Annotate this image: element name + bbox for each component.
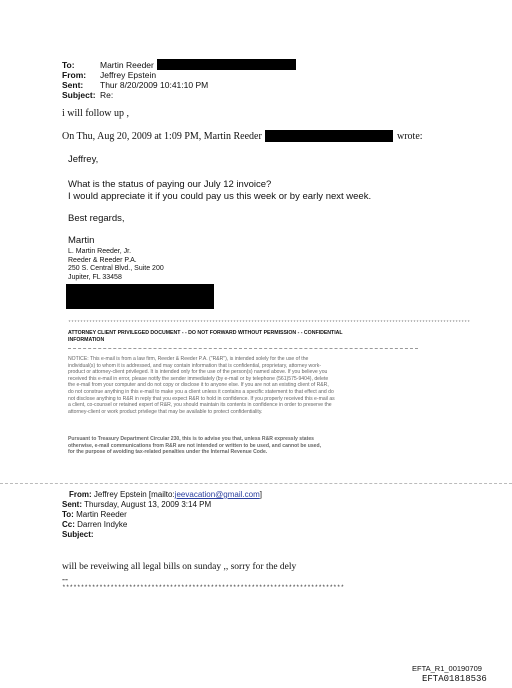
page-divider	[0, 483, 512, 484]
forwarded-header	[62, 490, 262, 540]
pursuant-line: for the purpose of avoiding tax-related penalties under the Internal Revenue Code.	[68, 449, 268, 456]
fwd-subject-row	[62, 530, 262, 540]
sent-value: Thur 8/20/2009 10:41:10 PM	[100, 80, 209, 90]
message-line1: What is the status of paying our July 12 invoice?	[68, 179, 272, 190]
header-subject-row	[62, 90, 208, 100]
fwd-to-row	[62, 510, 262, 520]
notice-line: do not construe anything in this e-mail to make you a client unless it contains a specific statement to that effect and do	[68, 388, 334, 395]
signature-dashes: --	[62, 574, 68, 584]
message-closing: Best regards,	[68, 213, 125, 224]
fwd-to-label: To:	[62, 510, 74, 519]
privileged-line1: ATTORNEY CLIENT PRIVILEGED DOCUMENT - - DO NOT FORWARD WITHOUT PERMISSION - - CONFIDENTIAL	[68, 330, 343, 336]
notice-line: NOTICE: This e-mail is from a law firm, Reeder & Reeder P.A. ("R&R"), is intended solely for the use of the	[68, 356, 309, 362]
redaction-quote-email	[265, 130, 393, 142]
message-line2: I would appreciate it if you could pay us this week or by early next week.	[68, 191, 372, 202]
from-label: From:	[62, 70, 87, 80]
redaction-signature-contact	[66, 284, 214, 309]
signature-line2: Reeder & Reeder P.A.	[68, 256, 137, 264]
signature-line4: Jupiter, FL 33458	[68, 273, 122, 281]
pursuant-line: otherwise, e-mail communications from R&R are not intended or written to be used, and cannot be used,	[68, 442, 322, 449]
signature-line3: 250 S. Central Blvd., Suite 200	[68, 265, 164, 272]
notice-paragraph	[68, 356, 428, 415]
star-separator: **************************************************************************************************************************************	[68, 320, 471, 326]
quote-wrote: wrote:	[397, 131, 423, 142]
signature-line1: L. Martin Reeder, Jr.	[68, 248, 132, 255]
fwd-email-link[interactable]: jeevacation@gmail.com	[174, 490, 260, 499]
bates-stamp-efta: EFTA01818536	[422, 674, 487, 684]
dashed-divider	[68, 348, 418, 349]
from-value: Jeffrey Epstein	[100, 70, 157, 80]
message-name: Martin	[68, 235, 95, 246]
header-from-row	[62, 70, 208, 80]
notice-line: the e-mail from your computer and do not copy or disclose it to anyone else. If you are not an existing client of R&R,	[68, 382, 329, 389]
to-label: To:	[62, 60, 75, 70]
fwd-from-row	[62, 490, 262, 500]
fwd-subject-label: Subject:	[62, 530, 94, 539]
bates-stamp-r1: EFTA_R1_00190709	[412, 664, 482, 673]
fwd-sent-row	[62, 500, 262, 510]
notice-line: a client, co-counsel or retained expert of R&R, you should maintain its contents in confidence in order to preserve the	[68, 402, 332, 409]
fwd-from-value: Jeffrey Epstein [mailto:	[93, 490, 175, 499]
fwd-to-value: Martin Reeder	[76, 510, 127, 519]
pursuant-line: Pursuant to Treasury Department Circular 230, this is to advise you that, unless R&R expressly states	[68, 436, 314, 442]
fwd-sent-value: Thursday, August 13, 2009 3:14 PM	[84, 500, 212, 509]
privileged-line2: INFORMATION	[68, 336, 105, 343]
original-message-text: will be reveiwing all legal bills on sunday ,, sorry for the dely	[62, 562, 297, 572]
fwd-sent-label: Sent:	[62, 500, 82, 509]
header-sent-row	[62, 80, 208, 90]
notice-line: product or attorney-client privileged. It is intended only for the use of the person(s) named above. If you believe you	[68, 369, 328, 376]
subject-value: Re:	[100, 90, 114, 100]
bottom-star-separator: ****************************************************************************	[62, 584, 345, 591]
fwd-from-close: ]	[259, 490, 262, 499]
notice-line: attorney-client or work product privilege that may be available to protect confidentiality.	[68, 408, 263, 415]
to-value: Martin Reeder	[100, 60, 154, 70]
message-greeting: Jeffrey,	[68, 154, 99, 165]
fwd-cc-value: Darren Indyke	[77, 520, 128, 529]
fwd-cc-label: Cc:	[62, 520, 75, 529]
reply-text: i will follow up ,	[62, 108, 129, 119]
fwd-cc-row	[62, 520, 262, 530]
redaction-to-email	[157, 59, 296, 70]
notice-line: received this e-mail in error, please notify the sender immediately (by e-mail or by telephone (561)575-9404), delete	[68, 375, 329, 382]
privileged-banner	[68, 330, 428, 343]
quote-intro: On Thu, Aug 20, 2009 at 1:09 PM, Martin Reeder	[62, 131, 262, 142]
circular-230-paragraph	[68, 436, 428, 456]
fwd-from-label: From:	[69, 490, 92, 499]
subject-label: Subject:	[62, 90, 96, 100]
signature-block	[68, 248, 164, 282]
sent-label: Sent:	[62, 80, 84, 90]
notice-line: not disclose anything to R&R in reply that you expect R&R to hold in confidence. If you properly received this e-mail as	[68, 395, 335, 402]
notice-line: individual(s) to whom it is addressed, and may contain information that is confidential, proprietary, attorney work-	[68, 362, 322, 369]
